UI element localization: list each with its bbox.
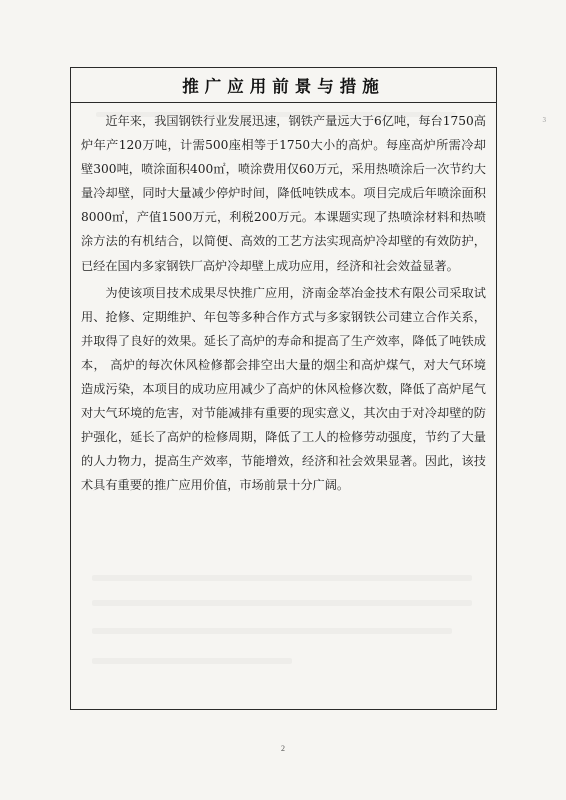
- paragraph-measures: 为使该项目技术成果尽快推广应用，济南金萃冶金技术有限公司采取试用、抢修、定期维护、年包等多种合作方式与多家钢铁公司建立合作关系，并取得了良好的效果。延长了高炉的寿命和提高了生产效率，降低了吨铁成本， 高炉的每次休风检修都会排空出大量的烟尘和高炉煤气，对大气环境造成污染，本项目的成功应用减少了高炉的休风检修次数，降低了高炉尾气对大气环境的危害，对节能减排有重要的现实意义，其次由于对冷却壁的防护强化，延长了高炉的检修周期，降低了工人的检修劳动强度，节约了大量的人力物力，提高生产效率，节能增效，经济和社会效果显著。因此，该技术具有重要的推广应用价值，市场前景十分广阔。: [81, 285, 486, 493]
- margin-mark: 3: [542, 116, 546, 124]
- title-bar: [71, 68, 496, 103]
- page-title: 推广应用前景与措施: [182, 77, 385, 96]
- page-number: 2: [281, 744, 285, 753]
- document-frame: [70, 67, 497, 710]
- paragraph-background: 近年来，我国钢铁行业发展迅速，钢铁产量远大于6亿吨，每台1750高炉年产120万吨，计需500座相等于1750大小的高炉。每座高炉所需冷却壁300吨，喷涂面积400㎡，喷涂费用仅60万元，采用热喷涂后一次节约大量冷却壁，同时大量减少停炉时间，降低吨铁成本。项目完成后年喷涂面积8000㎡，产值1500万元，利税200万元。本课题实现了热喷涂材料和热喷涂方法的有机结合，以简便、高效的工艺方法实现高炉冷却壁的有效防护，已经在国内多家钢铁厂高炉冷却壁上成功应用，经济和社会效益显著。: [81, 114, 486, 273]
- document-body: [71, 103, 496, 498]
